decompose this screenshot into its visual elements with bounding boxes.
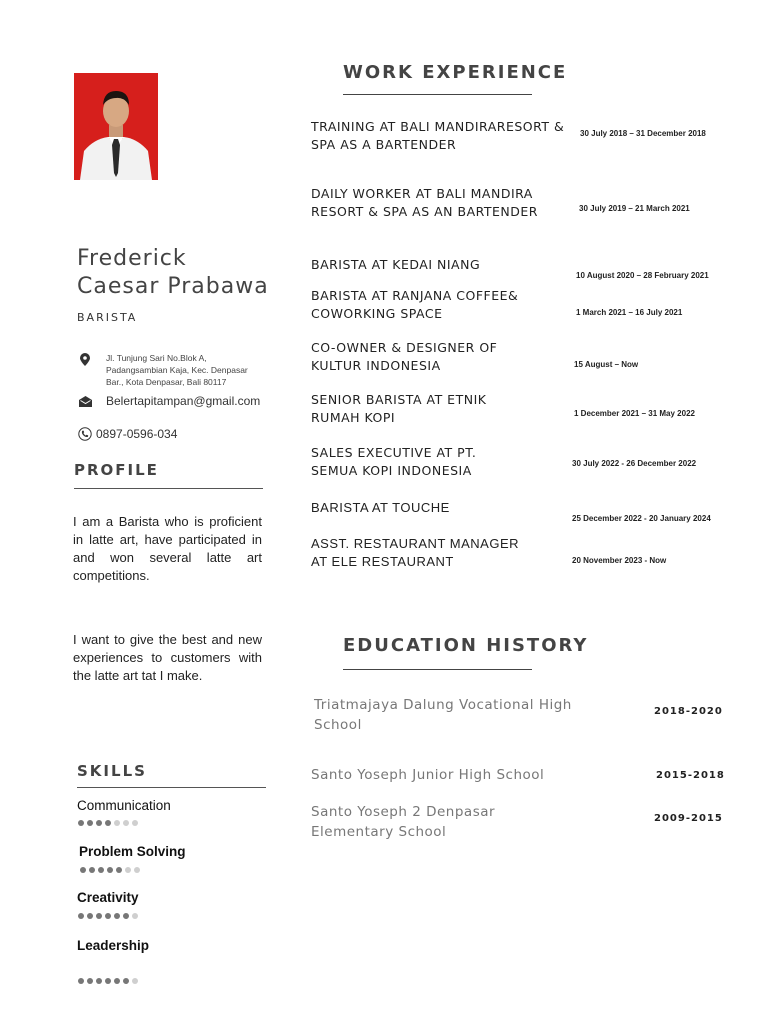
job-dates: 1 March 2021 – 16 July 2021 [576,308,683,317]
skills-divider [77,787,266,788]
rating-dot-filled [89,867,95,873]
profile-divider [74,488,263,489]
skills-heading: SKILLS [77,762,147,780]
envelope-icon [76,394,94,408]
job-dates: 20 November 2023 - Now [572,556,667,565]
job-dates: 30 July 2019 – 21 March 2021 [579,204,690,213]
education-school: Santo Yoseph 2 Denpasar Elementary School [311,804,496,840]
address-text [106,352,266,388]
skill-label: Leadership [77,938,150,953]
profile-paragraph: I want to give the best and new experiences to customers with the latte art tat I make. [73,632,262,683]
education-years: 2018-2020 [654,706,723,717]
email-row [76,394,260,408]
rating-dot-filled [96,820,102,826]
candidate-role: BARISTA [77,311,138,324]
job-title: BARISTA AT KEDAI NIANG [311,257,481,272]
rating-dot-empty [125,867,131,873]
rating-dot-empty [132,978,138,984]
rating-dot-filled [78,820,84,826]
rating-dot-filled [78,978,84,984]
rating-dot-filled [87,913,93,919]
phone-icon [76,427,94,441]
skill-rating [78,820,138,826]
job-title: DAILY WORKER AT BALI MANDIRA RESORT & SPA AS AN BARTENDER [311,186,538,219]
rating-dot-filled [116,867,122,873]
skill-rating [78,978,138,984]
rating-dot-filled [96,913,102,919]
rating-dot-filled [123,913,129,919]
address-line: Bar., Kota Denpasar, Bali 80117 [106,377,227,387]
job-dates: 25 December 2022 - 20 January 2024 [572,514,711,523]
skill-label: Creativity [77,890,139,905]
education-years: 2015-2018 [656,770,725,781]
job-dates: 10 August 2020 – 28 February 2021 [576,271,709,280]
job-title: BARISTA AT RANJANA COFFEE& COWORKING SPACE [311,288,519,321]
rating-dot-filled [98,867,104,873]
rating-dot-filled [87,820,93,826]
rating-dot-filled [105,913,111,919]
rating-dot-filled [107,867,113,873]
job-title: TRAINING AT BALI MANDIRARESORT & SPA AS A BARTENDER [311,119,565,152]
rating-dot-empty [123,820,129,826]
rating-dot-filled [114,978,120,984]
work-experience-heading: WORK EXPERIENCE [343,62,568,83]
email-link[interactable]: Belertapitampan@gmail.com [106,394,261,408]
rating-dot-filled [123,978,129,984]
map-pin-icon [76,352,94,366]
job-dates: 30 July 2022 - 26 December 2022 [572,459,697,468]
job-dates: 15 August – Now [574,360,639,369]
job-title: BARISTA AT TOUCHE [311,500,450,515]
skill-rating [78,913,138,919]
profile-heading: PROFILE [74,461,159,479]
job-dates: 1 December 2021 – 31 May 2022 [574,409,695,418]
job-title: SALES EXECUTIVE AT PT. SEMUA KOPI INDONESIA [311,445,477,478]
rating-dot-filled [96,978,102,984]
rating-dot-empty [134,867,140,873]
rating-dot-filled [105,820,111,826]
phone-number[interactable]: 0897-0596-034 [96,427,178,441]
education-school: Triatmajaya Dalung Vocational High School [314,697,572,733]
address-line: Padangsambian Kaja, Kec. Denpasar [106,365,248,375]
education-divider [343,669,532,670]
rating-dot-empty [114,820,120,826]
job-title: CO-OWNER & DESIGNER OF KULTUR INDONESIA [311,340,498,373]
rating-dot-filled [80,867,86,873]
job-title: SENIOR BARISTA AT ETNIK RUMAH KOPI [311,392,487,425]
candidate-name [77,245,269,301]
address-row [76,352,266,388]
education-school: Santo Yoseph Junior High School [311,767,545,783]
job-dates: 30 July 2018 – 31 December 2018 [580,129,706,138]
rating-dot-filled [78,913,84,919]
phone-row [76,427,177,441]
profile-paragraph: I am a Barista who is proficient in latte art, have participated in and won several latte art competitions. [73,514,262,583]
education-heading: EDUCATION HISTORY [343,635,589,656]
job-title: ASST. RESTAURANT MANAGER AT ELE RESTAURANT [311,536,519,569]
address-line: Jl. Tunjung Sari No.Blok A, [106,353,207,363]
work-divider [343,94,532,95]
rating-dot-filled [87,978,93,984]
profile-photo [74,73,158,180]
last-name: Caesar Prabawa [77,274,269,299]
rating-dot-filled [114,913,120,919]
skill-label: Communication [77,798,171,813]
rating-dot-empty [132,820,138,826]
rating-dot-filled [105,978,111,984]
first-name: Frederick [77,246,187,271]
education-years: 2009-2015 [654,813,723,824]
skill-rating [80,867,140,873]
rating-dot-empty [132,913,138,919]
skill-label: Problem Solving [79,844,186,859]
